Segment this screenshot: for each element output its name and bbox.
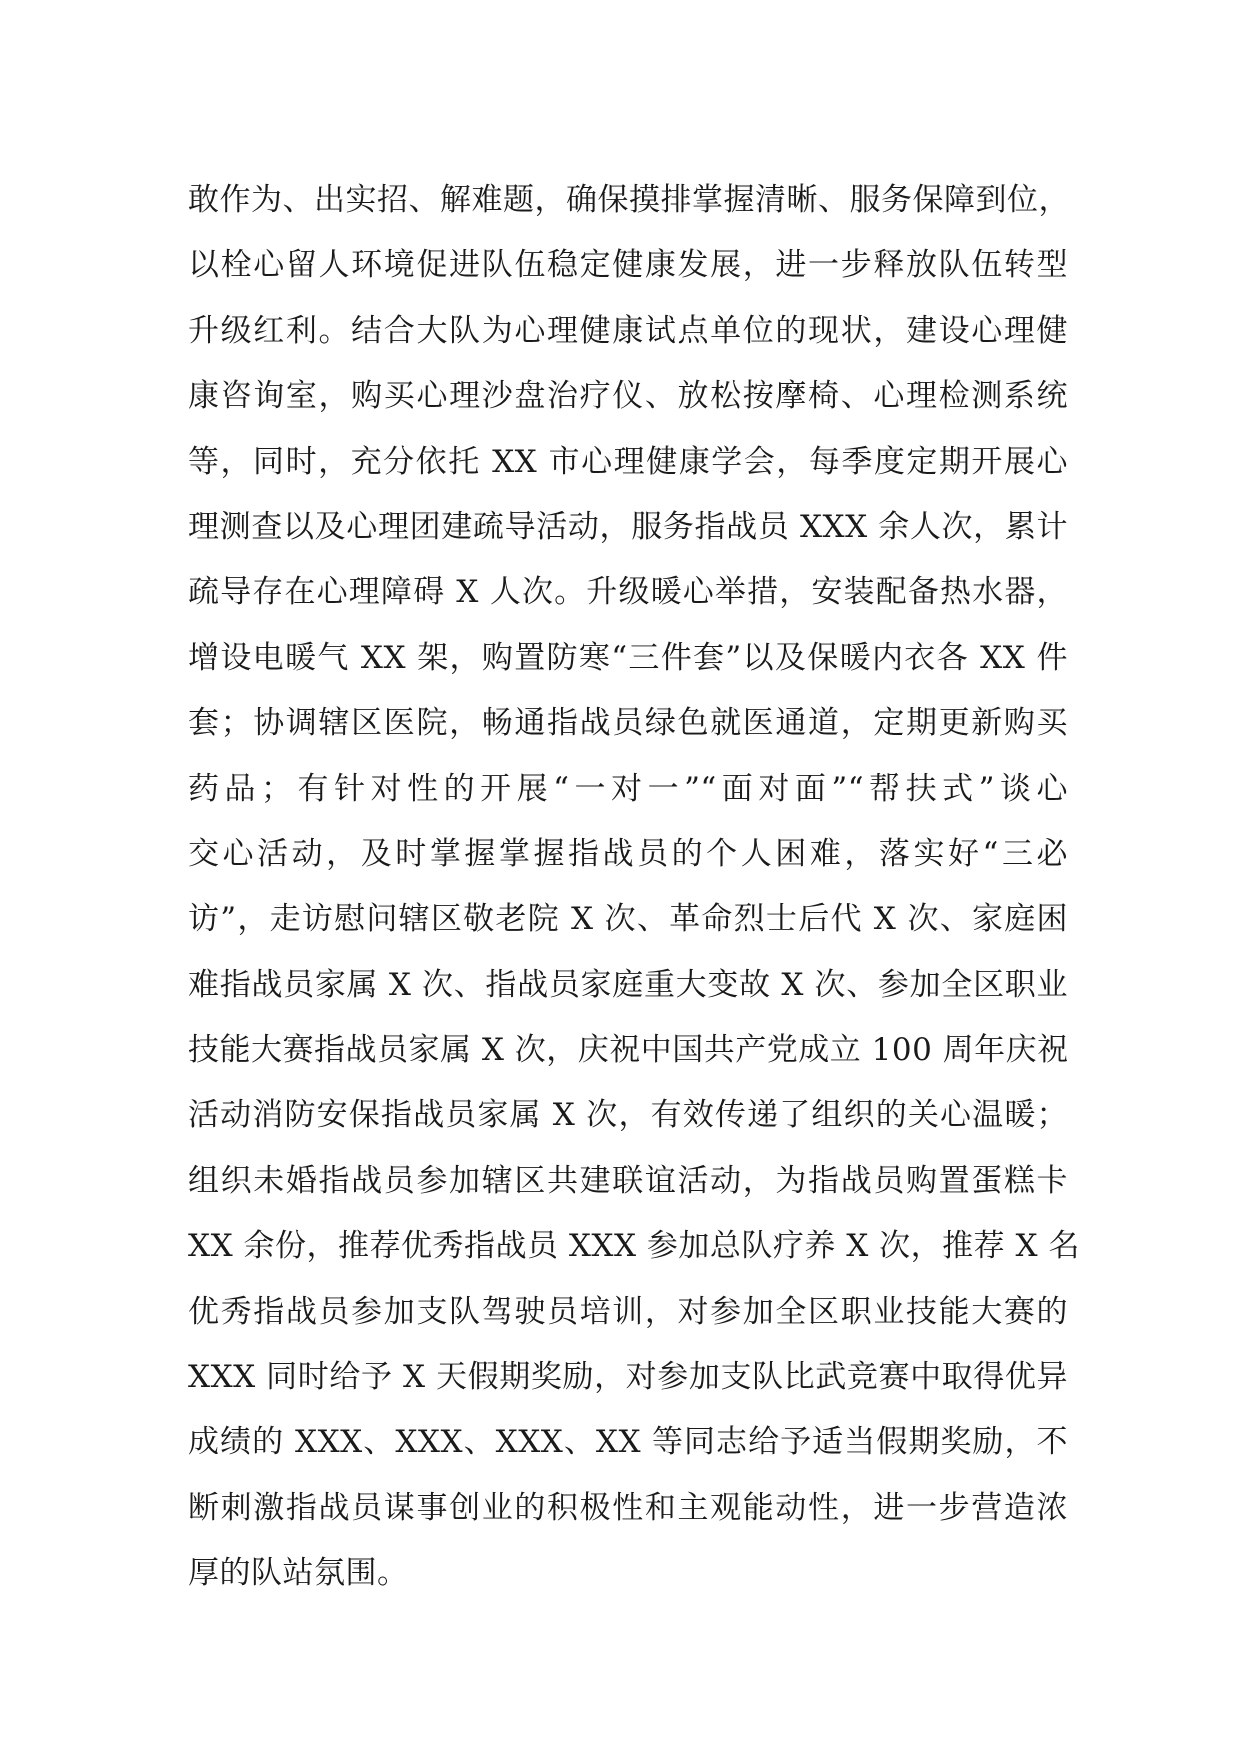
paragraph-line: 访”，走访慰问辖区敬老院 X 次、革命烈士后代 X 次、家庭困 [188, 901, 1068, 938]
paragraph-line: 药品；有针对性的开展“一对一”“面对面”“帮扶式”谈心 [188, 770, 1068, 807]
paragraph-line: XX 余份，推荐优秀指战员 XXX 参加总队疗养 X 次，推荐 X 名 [188, 1228, 1080, 1265]
paragraph-line: 敢作为、出实招、解难题，确保摸排掌握清晰、服务保障到位， [188, 182, 1070, 218]
paragraph-line: XXX 同时给予 X 天假期奖励，对参加支队比武竞赛中取得优异 [188, 1359, 1068, 1396]
paragraph-line: 成绩的 XXX、XXX、XXX、XX 等同志给予适当假期奖励，不 [188, 1424, 1068, 1461]
paragraph-line: 组织未婚指战员参加辖区共建联谊活动，为指战员购置蛋糕卡 [188, 1162, 1068, 1199]
paragraph-line: 以栓心留人环境促进队伍稳定健康发展，进一步释放队伍转型 [188, 247, 1068, 284]
paragraph-line: 活动消防安保指战员家属 X 次，有效传递了组织的关心温暖； [188, 1097, 1068, 1134]
paragraph-line: 套；协调辖区医院，畅通指战员绿色就医通道，定期更新购买 [188, 705, 1068, 742]
paragraph-line: 升级红利。结合大队为心理健康试点单位的现状，建设心理健 [188, 312, 1068, 349]
paragraph-line: 断刺激指战员谋事创业的积极性和主观能动性，进一步营造浓 [188, 1489, 1068, 1526]
paragraph-line: 难指战员家属 X 次、指战员家庭重大变故 X 次、参加全区职业 [188, 966, 1068, 1003]
paragraph-line: 厚的队站氛围。 [188, 1555, 409, 1592]
paragraph-line: 疏导存在心理障碍 X 人次。升级暖心举措，安装配备热水器， [188, 574, 1068, 611]
paragraph-line: 增设电暖气 XX 架，购置防寒“三件套”以及保暖内衣各 XX 件 [188, 639, 1068, 676]
body-paragraph [188, 168, 1080, 1607]
paragraph-line: 等，同时，充分依托 XX 市心理健康学会，每季度定期开展心 [188, 443, 1068, 480]
paragraph-line: 技能大赛指战员家属 X 次，庆祝中国共产党成立 100 周年庆祝 [188, 1032, 1069, 1069]
paragraph-line: 理测查以及心理团建疏导活动，服务指战员 XXX 余人次，累计 [188, 508, 1068, 545]
paragraph-line: 交心活动，及时掌握掌握指战员的个人困难，落实好“三必 [188, 835, 1068, 872]
paragraph-line: 优秀指战员参加支队驾驶员培训，对参加全区职业技能大赛的 [188, 1293, 1068, 1330]
paragraph-line: 康咨询室，购买心理沙盘治疗仪、放松按摩椅、心理检测系统 [188, 378, 1068, 415]
